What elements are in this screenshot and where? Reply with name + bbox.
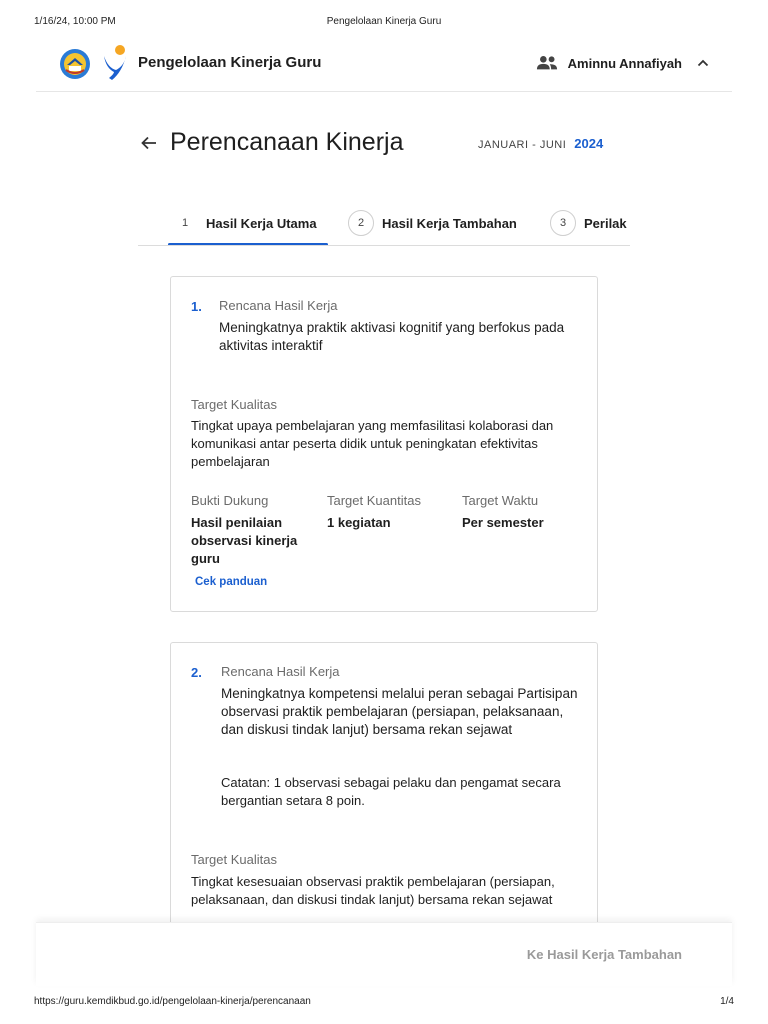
tab-number: 2 — [348, 210, 374, 236]
target-kuantitas-label: Target Kuantitas — [327, 493, 421, 508]
tabs — [138, 200, 630, 246]
app-header — [36, 40, 732, 92]
rencana-card-2 — [170, 642, 598, 942]
tab-label: Perilak — [584, 215, 627, 231]
tab-hasil-kerja-tambahan[interactable] — [348, 200, 538, 246]
chevron-up-icon[interactable] — [696, 56, 710, 70]
bukti-dukung-value: Hasil penilaian observasi kinerja guru — [191, 515, 298, 566]
card-number: 1. — [191, 299, 202, 314]
tab-hasil-kerja-utama[interactable] — [168, 200, 328, 246]
target-kualitas-text: Tingkat kesesuaian observasi praktik pembelajaran (persiapan, pelaksanaan, dan diskusi tindak lanjut) bersama rekan sejawat — [191, 874, 555, 907]
back-arrow-icon[interactable] — [140, 134, 158, 152]
target-kuantitas-value: 1 kegiatan — [327, 515, 391, 530]
guru-logo[interactable] — [100, 44, 130, 82]
tab-number: 1 — [181, 217, 189, 229]
user-menu[interactable] — [536, 52, 710, 74]
period-label: JANUARI - JUNI — [478, 139, 567, 151]
print-doc-title: Pengelolaan Kinerja Guru — [326, 16, 442, 27]
rencana-label: Rencana Hasil Kerja — [221, 664, 340, 679]
catatan-text: Catatan: 1 observasi sebagai pelaku dan pengamat secara bergantian setara 8 poin. — [221, 775, 561, 808]
rencana-text: Meningkatnya kompetensi melalui peran sebagai Partisipan observasi praktik pembelajaran (persiapan, pelaksanaan, dan diskusi tindak lanjut) bersama rekan sejawat — [221, 686, 578, 737]
bukti-dukung-label: Bukti Dukung — [191, 493, 269, 508]
target-waktu-label: Target Waktu — [462, 493, 539, 508]
page-title: Perencanaan Kinerja — [170, 128, 404, 156]
people-icon — [536, 54, 558, 72]
kemdikbud-logo[interactable] — [58, 48, 92, 80]
rencana-label: Rencana Hasil Kerja — [219, 298, 338, 313]
target-kualitas-label: Target Kualitas — [191, 397, 277, 412]
target-kualitas-label: Target Kualitas — [191, 852, 277, 867]
tab-label: Hasil Kerja Tambahan — [382, 215, 517, 231]
user-name: Aminnu Annafiyah — [567, 55, 682, 71]
rencana-card-1 — [170, 276, 598, 612]
period-year: 2024 — [574, 136, 604, 151]
tab-label: Hasil Kerja Utama — [206, 215, 317, 231]
app-title: Pengelolaan Kinerja Guru — [138, 54, 322, 71]
cek-panduan-link[interactable]: Cek panduan — [195, 576, 268, 588]
tab-perilaku[interactable] — [550, 200, 630, 246]
tab-number: 3 — [550, 210, 576, 236]
rencana-text: Meningkatnya praktik aktivasi kognitif yang berfokus pada aktivitas interaktif — [219, 320, 565, 353]
print-datetime: 1/16/24, 10:00 PM — [34, 16, 116, 27]
print-page-number: 1/4 — [720, 996, 734, 1007]
target-kualitas-text: Tingkat upaya pembelajaran yang memfasilitasi kolaborasi dan komunikasi antar peserta didik untuk peningkatan efektivitas pembelajaran — [191, 418, 554, 469]
print-footer — [34, 996, 734, 1010]
period — [478, 136, 603, 151]
print-header — [34, 16, 734, 30]
card-number: 2. — [191, 665, 202, 680]
target-waktu-value: Per semester — [462, 515, 544, 530]
print-url: https://guru.kemdikbud.go.id/pengelolaan-kinerja/perencanaan — [34, 996, 311, 1007]
next-tab-button[interactable]: Ke Hasil Kerja Tambahan — [526, 947, 682, 962]
bottom-action-bar — [36, 922, 732, 986]
